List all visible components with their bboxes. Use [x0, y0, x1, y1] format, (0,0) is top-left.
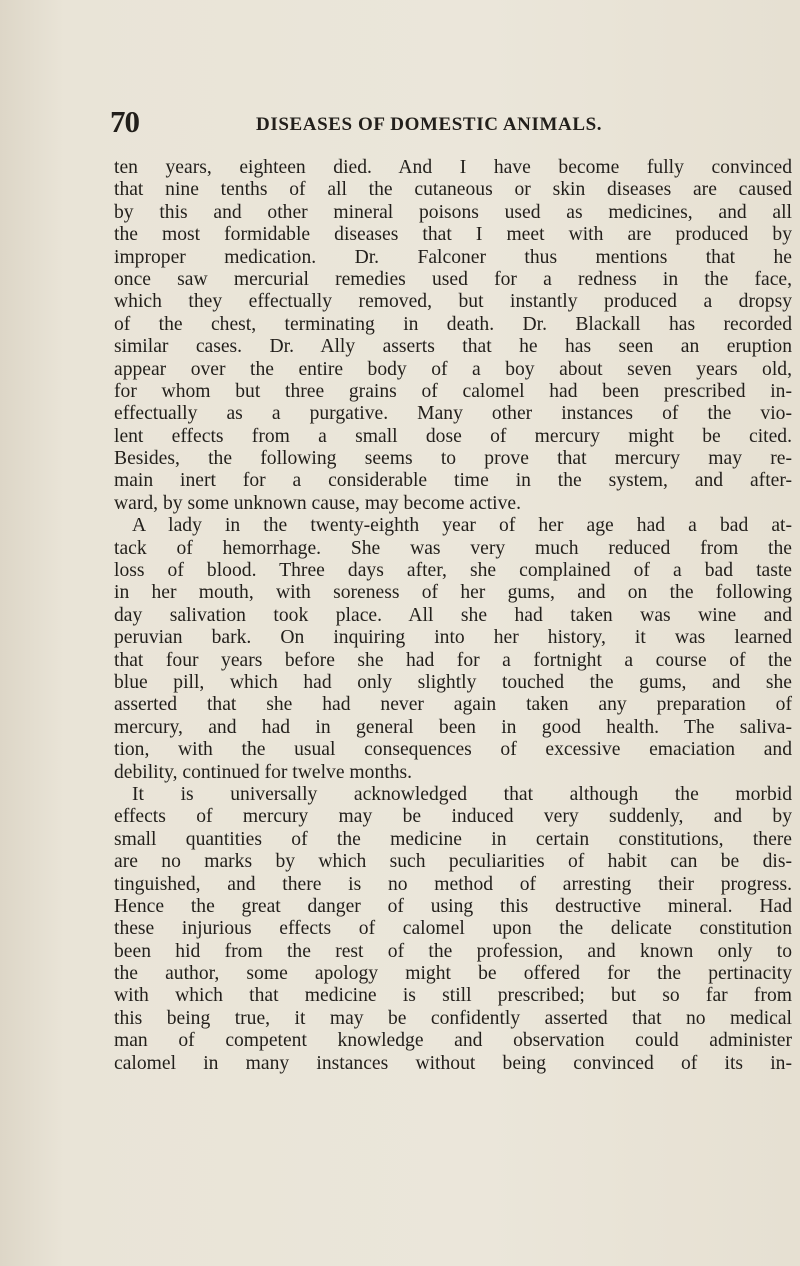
text-line: by this and other mineral poisons used as medicines, and all — [114, 201, 792, 223]
text-line: day salivation took place. All she had taken was wine and — [114, 604, 792, 626]
text-line: lent effects from a small dose of mercury might be cited. — [114, 425, 792, 447]
text-line: loss of blood. Three days after, she complained of a bad taste — [114, 560, 792, 582]
text-line: effectually as a purgative. Many other instances of the vio- — [114, 403, 792, 425]
text-line: these injurious effects of calomel upon the delicate constitution — [114, 918, 792, 940]
text-line: man of competent knowledge and observation could administer — [114, 1030, 792, 1052]
text-line: for whom but three grains of calomel had been prescribed in- — [114, 380, 792, 402]
text-line: tion, with the usual consequences of excessive emaciation and — [114, 739, 792, 761]
text-line: calomel in many instances without being convinced of its in- — [114, 1052, 792, 1074]
text-line: Hence the great danger of using this destructive mineral. Had — [114, 895, 792, 917]
text-line: blue pill, which had only slightly touched the gums, and she — [114, 671, 792, 693]
text-line: appear over the entire body of a boy about seven years old, — [114, 358, 792, 380]
text-line: this being true, it may be confidently asserted that no medical — [114, 1007, 792, 1029]
text-line: main inert for a considerable time in the system, and after- — [114, 470, 792, 492]
text-line: small quantities of the medicine in certain constitutions, there — [114, 828, 792, 850]
text-line: in her mouth, with soreness of her gums, and on the following — [114, 582, 792, 604]
text-line: been hid from the rest of the profession, and known only to — [114, 940, 792, 962]
text-line: peruvian bark. On inquiring into her history, it was learned — [114, 627, 792, 649]
text-line: the most formidable diseases that I meet with are produced by — [114, 224, 792, 246]
text-line: ten years, eighteen died. And I have become fully convinced — [114, 157, 792, 178]
running-head: DISEASES OF DOMESTIC ANIMALS. — [256, 114, 603, 135]
text-line: tack of hemorrhage. She was very much reduced from the — [114, 537, 792, 559]
text-line: which they effectually removed, but instantly produced a dropsy — [114, 291, 792, 313]
body-text — [114, 157, 792, 1075]
text-line: with which that medicine is still prescribed; but so far from — [114, 985, 792, 1007]
text-line: ward, by some unknown cause, may become active. — [114, 492, 521, 514]
text-line: mercury, and had in general been in good health. The saliva- — [114, 716, 792, 738]
text-line: that four years before she had for a fortnight a course of the — [114, 649, 792, 671]
text-line: similar cases. Dr. Ally asserts that he has seen an eruption — [114, 336, 792, 358]
text-line: asserted that she had never again taken any preparation of — [114, 694, 792, 716]
text-line: tinguished, and there is no method of arresting their progress. — [114, 873, 792, 895]
text-line: once saw mercurial remedies used for a redness in the face, — [114, 268, 792, 290]
text-line: A lady in the twenty-eighth year of her age had a bad at- — [132, 515, 792, 537]
text-line: It is universally acknowledged that although the morbid — [132, 783, 792, 805]
text-line: effects of mercury may be induced very suddenly, and by — [114, 806, 792, 828]
page-number: 70 — [110, 104, 139, 139]
text-line: improper medication. Dr. Falconer thus mentions that he — [114, 246, 792, 268]
text-line: the author, some apology might be offered for the pertinacity — [114, 963, 792, 985]
page-header — [110, 104, 730, 144]
text-line: that nine tenths of all the cutaneous or skin diseases are caused — [114, 179, 792, 201]
text-line: are no marks by which such peculiarities of habit can be dis- — [114, 851, 792, 873]
text-line: debility, continued for twelve months. — [114, 761, 413, 783]
text-line: Besides, the following seems to prove that mercury may re- — [114, 448, 792, 470]
text-line: of the chest, terminating in death. Dr. Blackall has recorded — [114, 313, 792, 335]
